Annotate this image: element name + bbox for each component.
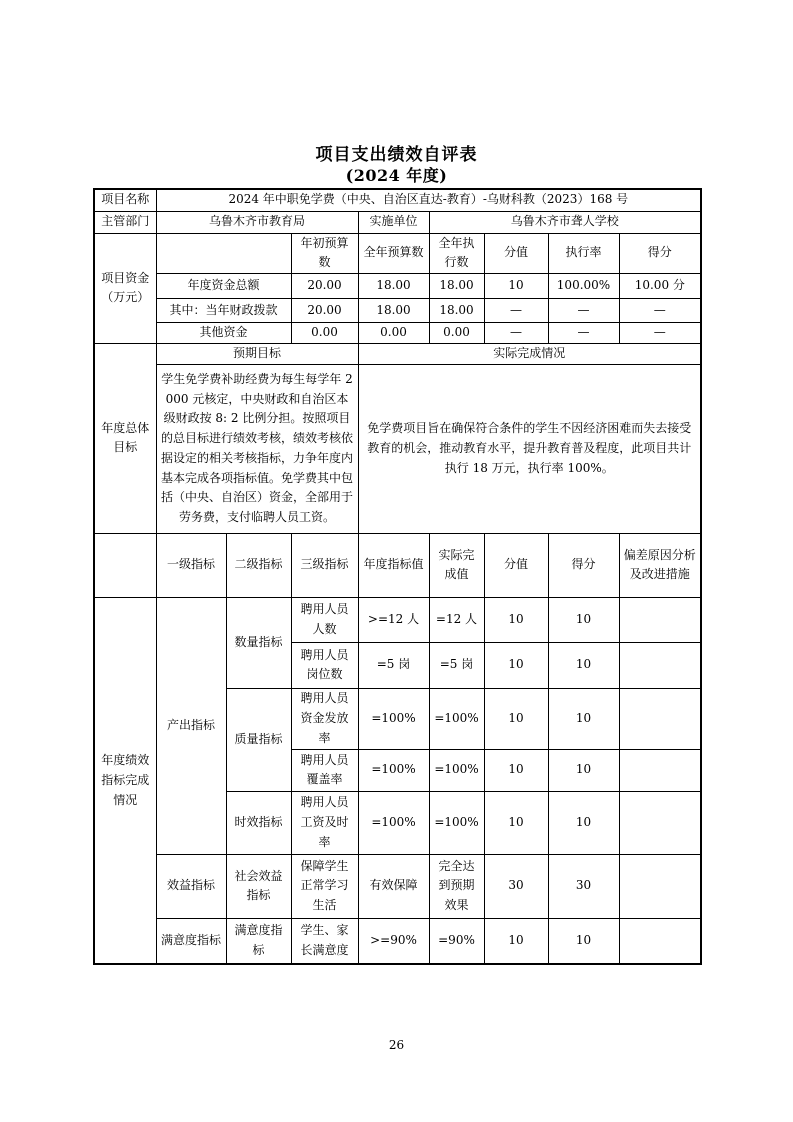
row-indicators-header [94, 533, 701, 597]
funds-header-score: 得分 [619, 233, 701, 274]
indicator-score: 30 [548, 854, 619, 918]
goals-actual-text: 免学费项目旨在确保符合条件的学生不因经济困难而失去接受教育的机会，推动教育水平，提升教育普及程度，此项目共计执行 18 万元，执行率 100%。 [358, 364, 701, 533]
indicator-actual: =100% [429, 688, 484, 749]
impl-value: 乌鲁木齐市聋人学校 [429, 211, 701, 233]
indicator-row [94, 918, 701, 964]
page-title: 项目支出绩效自评表 [315, 145, 478, 165]
indicator-level3: 聘用人员岗位数 [291, 642, 358, 688]
indicators-empty-corner [94, 533, 156, 597]
funds-row-total [94, 274, 701, 299]
indicator-level1: 满意度指标 [156, 918, 226, 964]
dept-label: 主管部门 [94, 211, 156, 233]
indicators-header-score-value: 分值 [484, 533, 548, 597]
impl-label: 实施单位 [358, 211, 429, 233]
funds-cell: 10 [484, 274, 548, 299]
indicator-score: 10 [548, 688, 619, 749]
project-name-value: 2024 年中职免学费（中央、自治区直达-教育）-乌财科教（2023）168 号 [156, 189, 701, 211]
funds-header-initial-budget: 年初预算数 [291, 233, 358, 274]
funds-cell: 20.00 [291, 299, 358, 323]
funds-section-label: 项目资金（万元） [94, 233, 156, 344]
funds-cell: — [548, 299, 619, 323]
funds-row-fiscal [94, 299, 701, 323]
indicator-level2: 质量指标 [226, 688, 291, 791]
self-evaluation-table [93, 188, 702, 965]
funds-cell: 18.00 [429, 274, 484, 299]
indicator-level2: 满意度指标 [226, 918, 291, 964]
goals-expected-header: 预期目标 [156, 344, 358, 365]
indicator-actual: =100% [429, 791, 484, 854]
indicator-target: 有效保障 [358, 854, 429, 918]
indicator-score: 10 [548, 597, 619, 642]
row-goals-content [94, 364, 701, 533]
goals-section-label: 年度总体目标 [94, 344, 156, 534]
funds-cell: 18.00 [358, 274, 429, 299]
indicators-header-target: 年度指标值 [358, 533, 429, 597]
funds-cell: 0.00 [291, 323, 358, 344]
funds-cell: 0.00 [358, 323, 429, 344]
indicators-section-label: 年度绩效指标完成情况 [94, 597, 156, 964]
indicators-header-level3: 三级指标 [291, 533, 358, 597]
indicator-level3: 保障学生正常学习生活 [291, 854, 358, 918]
row-goals-header [94, 344, 701, 365]
indicators-header-deviation: 偏差原因分析及改进措施 [619, 533, 701, 597]
indicator-actual: =100% [429, 749, 484, 791]
funds-row-other [94, 323, 701, 344]
funds-header-annual-budget: 全年预算数 [358, 233, 429, 274]
goals-actual-header: 实际完成情况 [358, 344, 701, 365]
indicators-header-score: 得分 [548, 533, 619, 597]
funds-cell: 18.00 [429, 299, 484, 323]
funds-cell: — [484, 299, 548, 323]
indicator-target: =100% [358, 749, 429, 791]
indicator-target: =5 岗 [358, 642, 429, 688]
funds-header-annual-execution: 全年执行数 [429, 233, 484, 274]
indicator-deviation [619, 749, 701, 791]
indicator-score: 10 [548, 749, 619, 791]
funds-cell: — [484, 323, 548, 344]
indicator-level2: 时效指标 [226, 791, 291, 854]
funds-cell: 100.00% [548, 274, 619, 299]
indicator-score-value: 10 [484, 597, 548, 642]
indicator-level3: 聘用人员人数 [291, 597, 358, 642]
indicator-target: >=90% [358, 918, 429, 964]
indicator-deviation [619, 642, 701, 688]
indicator-deviation [619, 918, 701, 964]
indicator-level1: 产出指标 [156, 597, 226, 854]
indicator-actual: =5 岗 [429, 642, 484, 688]
indicator-score-value: 10 [484, 688, 548, 749]
funds-row-label: 其他资金 [156, 323, 291, 344]
indicators-header-level2: 二级指标 [226, 533, 291, 597]
indicator-score: 10 [548, 791, 619, 854]
indicator-row [94, 854, 701, 918]
funds-cell: 20.00 [291, 274, 358, 299]
indicator-level2: 数量指标 [226, 597, 291, 688]
row-project-name [94, 189, 701, 211]
indicator-score-value: 10 [484, 749, 548, 791]
funds-header-score-value: 分值 [484, 233, 548, 274]
indicator-actual: 完全达到预期效果 [429, 854, 484, 918]
indicator-deviation [619, 854, 701, 918]
row-funds-header [94, 233, 701, 274]
indicator-row [94, 597, 701, 642]
indicator-target: >=12 人 [358, 597, 429, 642]
indicator-actual: =12 人 [429, 597, 484, 642]
indicator-deviation [619, 688, 701, 749]
indicator-actual: =90% [429, 918, 484, 964]
indicator-level3: 聘用人员资金发放率 [291, 688, 358, 749]
funds-row-label: 年度资金总额 [156, 274, 291, 299]
indicator-level3: 学生、家长满意度 [291, 918, 358, 964]
goals-expected-text: 学生免学费补助经费为每生每学年 2000 元核定，中央财政和自治区本级财政按 8: 2 比例分担。按照项目的总目标进行绩效考核，绩效考核依据设定的相关考核指标，力争年度内基本完成各项指标值。免学费其中包括（中央、自治区）资金，全部用于劳务费，支付临聘人员工资。 [156, 364, 358, 533]
indicator-deviation [619, 791, 701, 854]
funds-cell: 18.00 [358, 299, 429, 323]
project-name-label: 项目名称 [94, 189, 156, 211]
indicator-score-value: 10 [484, 918, 548, 964]
indicator-score: 10 [548, 642, 619, 688]
indicator-level2: 社会效益指标 [226, 854, 291, 918]
indicator-level3: 聘用人员覆盖率 [291, 749, 358, 791]
indicator-level3: 聘用人员工资及时率 [291, 791, 358, 854]
indicator-target: =100% [358, 791, 429, 854]
indicator-level1: 效益指标 [156, 854, 226, 918]
indicator-score-value: 10 [484, 791, 548, 854]
indicators-header-level1: 一级指标 [156, 533, 226, 597]
indicator-score-value: 10 [484, 642, 548, 688]
dept-value: 乌鲁木齐市教育局 [156, 211, 358, 233]
funds-row-label: 其中：当年财政拨款 [156, 299, 291, 323]
indicator-score-value: 30 [484, 854, 548, 918]
funds-header-execution-rate: 执行率 [548, 233, 619, 274]
funds-cell: — [548, 323, 619, 344]
funds-empty-corner [156, 233, 291, 274]
indicator-score: 10 [548, 918, 619, 964]
row-departments [94, 211, 701, 233]
funds-cell: — [619, 323, 701, 344]
indicator-target: =100% [358, 688, 429, 749]
indicator-deviation [619, 597, 701, 642]
funds-cell: 0.00 [429, 323, 484, 344]
page-number: 26 [388, 1038, 405, 1052]
funds-cell: — [619, 299, 701, 323]
page-subtitle: (2024 年度) [345, 166, 448, 185]
funds-cell: 10.00 分 [619, 274, 701, 299]
indicators-header-actual: 实际完成值 [429, 533, 484, 597]
